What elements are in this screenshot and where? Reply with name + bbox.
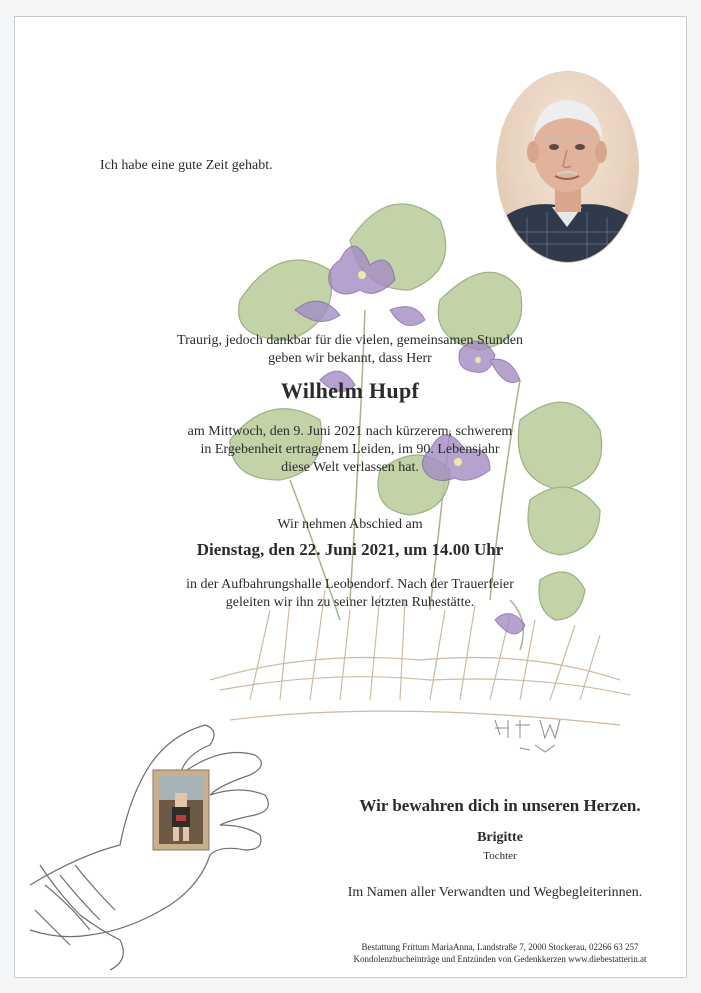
- death-line-2: in Ergebenheit ertragenem Leiden, im 90. Lebensjahr: [200, 442, 500, 457]
- footer: [320, 941, 680, 965]
- motto-text: Ich habe eine gute Zeit gehabt.: [100, 158, 273, 173]
- death-line-3: diese Welt verlassen hat.: [281, 460, 419, 475]
- farewell-text: Wir nehmen Abschied am: [277, 517, 423, 532]
- intro-line-2: geben wir bekannt, dass Herr: [268, 351, 432, 366]
- signer-relation: Tochter: [483, 850, 517, 862]
- intro-text: [130, 332, 570, 368]
- funeral-date: Dienstag, den 22. Juni 2021, um 14.00 Uhr: [196, 540, 504, 559]
- deceased-name: Wilhelm Hupf: [280, 378, 420, 403]
- location-text: [130, 576, 570, 612]
- hand-sketch: [20, 715, 290, 975]
- location-line-2: geleiten wir ihn zu seiner letzten Ruhestätte.: [225, 595, 475, 610]
- intro-line-1: Traurig, jedoch dankbar für die vielen, gemeinsamen Stunden: [177, 333, 523, 348]
- location-line-1: in der Aufbahrungshalle Leobendorf. Nach der Trauerfeier: [186, 577, 514, 592]
- footer-line-2: Kondolenzbucheinträge und Entzünden von Gedenkkerzen www.diebestatterin.at: [353, 954, 647, 964]
- death-text: [130, 423, 570, 477]
- death-line-1: am Mittwoch, den 9. Juni 2021 nach kürzerem, schwerem: [187, 424, 513, 439]
- signer-name: Brigitte: [477, 830, 523, 845]
- footer-line-1: Bestattung Frittum MariaAnna, Landstraße 7, 2000 Stockerau, 02266 63 257: [361, 942, 639, 952]
- heart-line: Wir bewahren dich in unseren Herzen.: [359, 796, 641, 815]
- relatives-line: Im Namen aller Verwandten und Wegbegleiterinnen.: [347, 885, 643, 900]
